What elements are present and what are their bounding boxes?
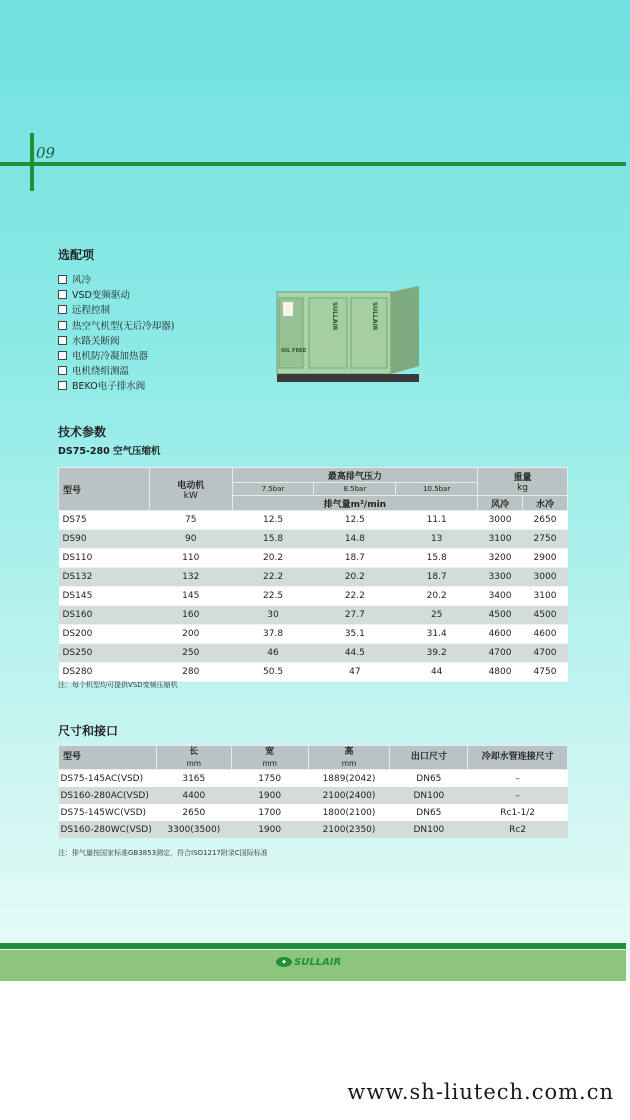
col-dim-model: 型号 (59, 746, 157, 770)
table-cell: 4700 (523, 644, 568, 663)
table-cell: DS132 (59, 568, 150, 587)
checkbox-icon (58, 321, 67, 330)
table-cell: 4600 (478, 625, 523, 644)
table-row (59, 606, 568, 625)
table-cell: 110 (149, 549, 232, 568)
table-cell: DS75 (59, 511, 150, 530)
col-model: 型号 (59, 468, 150, 511)
table-cell: 2650 (156, 804, 231, 821)
checkbox-icon (58, 305, 67, 314)
table-cell: 280 (149, 663, 232, 682)
table-cell: 3100 (523, 587, 568, 606)
table-cell: 4800 (478, 663, 523, 682)
col-outlet: 出口尺寸 (390, 746, 468, 770)
table-cell: 47 (314, 663, 396, 682)
machine-badge: OIL FREE (281, 348, 307, 354)
checkbox-icon (58, 351, 67, 360)
table-cell: 250 (149, 644, 232, 663)
table-row (59, 549, 568, 568)
table-cell: 12.5 (232, 511, 314, 530)
dimensions-table (58, 745, 568, 838)
table-row (59, 625, 568, 644)
table-cell: DS90 (59, 530, 150, 549)
table-cell: DN100 (390, 787, 468, 804)
option-label: 水路关断阀 (72, 335, 120, 347)
table-row (59, 568, 568, 587)
table-cell: 15.8 (396, 549, 478, 568)
table-row (59, 530, 568, 549)
option-label: 热空气机型(无后冷却器) (72, 320, 175, 332)
table-cell: 3200 (478, 549, 523, 568)
option-item (58, 273, 174, 288)
option-label: 电机绕组测温 (72, 366, 130, 378)
table-cell: 3000 (523, 568, 568, 587)
footer-url: www.sh-liutech.com.cn (347, 1080, 614, 1104)
header-rule (0, 162, 626, 166)
option-label: 电机防冷凝加热器 (72, 350, 149, 362)
table-cell: 3000 (478, 511, 523, 530)
logo-mark-icon: ◆ (276, 957, 292, 967)
specs-table (58, 467, 568, 682)
table-cell: DS160-280WC(VSD) (59, 821, 157, 838)
table-cell: 3165 (156, 770, 231, 788)
table-row (59, 787, 568, 804)
table-cell: 44 (396, 663, 478, 682)
table-cell: DS75-145AC(VSD) (59, 770, 157, 788)
table-cell: 3300(3500) (156, 821, 231, 838)
table-cell: 18.7 (314, 549, 396, 568)
table-cell: 22.2 (314, 587, 396, 606)
option-item (58, 379, 174, 394)
option-label: VSD变频驱动 (72, 290, 130, 302)
table-cell: 44.5 (314, 644, 396, 663)
table-cell: – (468, 770, 568, 788)
footer-band-dark (0, 943, 626, 949)
specs-title: 技术参数 (58, 425, 107, 439)
table-cell: 2100(2400) (308, 787, 390, 804)
option-item (58, 303, 174, 318)
table-cell: 46 (232, 644, 314, 663)
table-cell: 2900 (523, 549, 568, 568)
checkbox-icon (58, 381, 67, 390)
table-cell: 132 (149, 568, 232, 587)
table-row (59, 770, 568, 788)
col-weight: 重量 kg (478, 468, 568, 496)
table-row (59, 511, 568, 530)
option-label: 远程控制 (72, 305, 111, 317)
table-row (59, 821, 568, 838)
dimensions-title: 尺寸和接口 (58, 724, 119, 738)
table-cell: 18.7 (396, 568, 478, 587)
page-number: 09 (36, 144, 56, 162)
table-cell: DS200 (59, 625, 150, 644)
table-cell: 4600 (523, 625, 568, 644)
table-cell: 1900 (231, 787, 308, 804)
col-motor: 电动机 kW (149, 468, 232, 511)
col-cooling: 冷却水管连接尺寸 (468, 746, 568, 770)
compressor-image (273, 284, 423, 384)
table-cell: 2650 (523, 511, 568, 530)
table-cell: 1889(2042) (308, 770, 390, 788)
table-row (59, 587, 568, 606)
table-cell: DS145 (59, 587, 150, 606)
table-row (59, 663, 568, 682)
table-cell: 4700 (478, 644, 523, 663)
table-cell: DS160 (59, 606, 150, 625)
table-cell: DS75-145WC(VSD) (59, 804, 157, 821)
table-cell: DN65 (390, 804, 468, 821)
table-cell: 1800(2100) (308, 804, 390, 821)
table-cell: 37.8 (232, 625, 314, 644)
table-cell: 11.1 (396, 511, 478, 530)
table-cell: 2100(2350) (308, 821, 390, 838)
dimensions-note: 注：排气量按国家标准GB3853测定，符合ISO1217附录C国际标准 (58, 849, 268, 857)
table-cell: 90 (149, 530, 232, 549)
machine-brand-left: SULLAIR (331, 302, 338, 331)
table-cell: 3400 (478, 587, 523, 606)
table-row (59, 804, 568, 821)
specs-subtitle: DS75-280 空气压缩机 (58, 446, 161, 457)
col-width: 宽 mm (231, 746, 308, 770)
table-cell: 160 (149, 606, 232, 625)
checkbox-icon (58, 275, 67, 284)
col-flow: 排气量m³/min (232, 496, 477, 511)
table-cell: 1700 (231, 804, 308, 821)
table-cell: 145 (149, 587, 232, 606)
option-item (58, 364, 174, 379)
sullair-logo (276, 955, 341, 969)
table-cell: 22.2 (232, 568, 314, 587)
table-cell: 31.4 (396, 625, 478, 644)
option-item (58, 288, 174, 303)
table-cell: 30 (232, 606, 314, 625)
header-marker (30, 133, 34, 191)
table-cell: 22.5 (232, 587, 314, 606)
option-item (58, 319, 174, 334)
table-cell: 4500 (478, 606, 523, 625)
option-label: BEKO电子排水阀 (72, 381, 146, 393)
table-row (59, 644, 568, 663)
table-cell: 35.1 (314, 625, 396, 644)
options-list (58, 273, 174, 395)
table-cell: 14.8 (314, 530, 396, 549)
table-cell: 1750 (231, 770, 308, 788)
col-height: 高 mm (308, 746, 390, 770)
table-cell: 75 (149, 511, 232, 530)
table-cell: DN100 (390, 821, 468, 838)
col-p3: 10.5bar (396, 483, 478, 496)
table-cell: 20.2 (396, 587, 478, 606)
table-cell: 27.7 (314, 606, 396, 625)
table-cell: 20.2 (232, 549, 314, 568)
table-cell: 4750 (523, 663, 568, 682)
table-cell: DS110 (59, 549, 150, 568)
table-cell: – (468, 787, 568, 804)
option-label: 风冷 (72, 275, 92, 286)
table-cell: 39.2 (396, 644, 478, 663)
table-cell: 25 (396, 606, 478, 625)
checkbox-icon (58, 366, 67, 375)
table-cell: 13 (396, 530, 478, 549)
table-cell: 12.5 (314, 511, 396, 530)
table-cell: 200 (149, 625, 232, 644)
col-p2: 8.5bar (314, 483, 396, 496)
table-cell: 3100 (478, 530, 523, 549)
checkbox-icon (58, 336, 67, 345)
col-pressure: 最高排气压力 (232, 468, 477, 483)
table-cell: 2750 (523, 530, 568, 549)
col-water: 水冷 (523, 496, 568, 511)
table-cell: 4500 (523, 606, 568, 625)
table-cell: Rc2 (468, 821, 568, 838)
options-title: 选配项 (58, 248, 95, 262)
table-cell: DS280 (59, 663, 150, 682)
col-p1: 7.5bar (232, 483, 314, 496)
table-cell: 1900 (231, 821, 308, 838)
machine-brand-right: SULLAIR (371, 302, 378, 331)
table-cell: 20.2 (314, 568, 396, 587)
option-item (58, 334, 174, 349)
table-cell: DN65 (390, 770, 468, 788)
col-length: 长 mm (156, 746, 231, 770)
table-cell: 15.8 (232, 530, 314, 549)
table-cell: 4400 (156, 787, 231, 804)
table-cell: DS160-280AC(VSD) (59, 787, 157, 804)
table-cell: Rc1-1/2 (468, 804, 568, 821)
checkbox-icon (58, 290, 67, 299)
col-air: 风冷 (478, 496, 523, 511)
logo-text: SULLAIR (294, 956, 342, 968)
specs-note: 注：每个机型均可提供VSD变频压缩机 (58, 681, 178, 689)
option-item (58, 349, 174, 364)
table-cell: 3300 (478, 568, 523, 587)
table-cell: DS250 (59, 644, 150, 663)
table-cell: 50.5 (232, 663, 314, 682)
